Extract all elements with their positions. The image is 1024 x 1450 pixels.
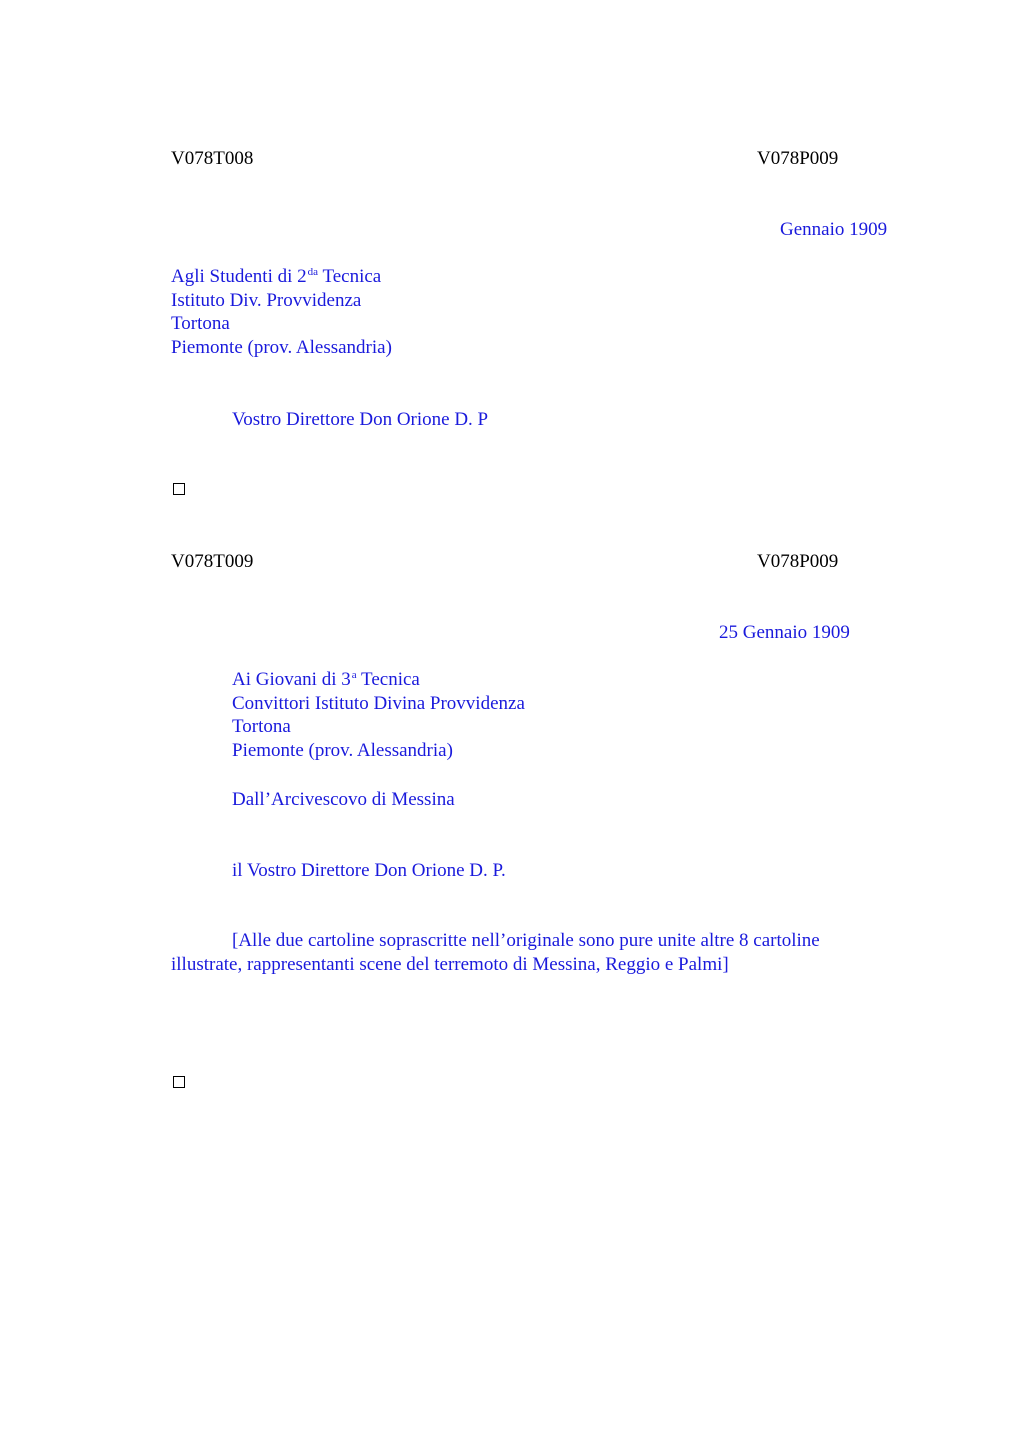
entry-1-address-line-1-suffix: Tecnica [318, 266, 382, 287]
entry-1-address-line-1-sup: da [307, 266, 319, 278]
entry-2-id-right: V078P009 [757, 551, 839, 572]
entry-1-date: Gennaio 1909 [780, 219, 888, 240]
entry-1-id-right: V078P009 [757, 148, 839, 169]
entry-2-address-line-4: Piemonte (prov. Alessandria) [232, 739, 453, 761]
entry-2-id-left: V078T009 [171, 551, 254, 572]
entry-1-address-line-4: Piemonte (prov. Alessandria) [171, 336, 392, 358]
entry-1-address [171, 265, 392, 359]
entry-2-note-text: [Alle due cartoline soprascritte nell’originale sono pure unite altre 8 cartoline illustrate, rappresentanti scene del terremoto di Messina, Reggio e Palmi] [171, 930, 820, 975]
entry-1-signature: Vostro Direttore Don Orione D. P [232, 409, 489, 430]
entry-2-address-line-1-prefix: Ai Giovani di 3 [232, 669, 351, 690]
entry-2-address-line-2: Convittori Istituto Divina Provvidenza [232, 692, 525, 714]
entry-2-note [171, 929, 891, 976]
entry-1-address-line-1 [171, 265, 392, 289]
page-break-box-icon [173, 483, 185, 495]
entry-2-address-line-1-suffix: Tecnica [356, 669, 420, 690]
entry-1-address-line-1-prefix: Agli Studenti di 2 [171, 266, 307, 287]
entry-2-date: 25 Gennaio 1909 [719, 622, 850, 643]
entry-2-address-line-1 [232, 668, 525, 692]
page-break-box-icon [173, 1076, 185, 1088]
entry-1-id-left: V078T008 [171, 148, 254, 169]
entry-2-sender: Dall’Arcivescovo di Messina [232, 789, 455, 810]
entry-2-address [232, 668, 525, 762]
entry-2-signature: il Vostro Direttore Don Orione D. P. [232, 860, 506, 881]
entry-2-address-line-3: Tortona [232, 716, 291, 737]
entry-1-address-line-3: Tortona [171, 313, 230, 334]
entry-2-address-line-1-sup: a [351, 669, 357, 681]
entry-1-address-line-2: Istituto Div. Provvidenza [171, 289, 362, 311]
